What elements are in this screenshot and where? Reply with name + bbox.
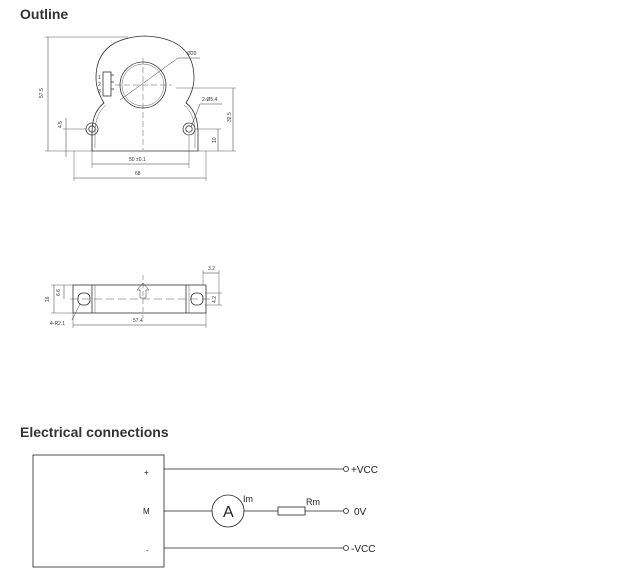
sensor-body-outline [92,36,198,151]
mount-hole-right [183,123,195,135]
electrical-connections-heading: Electrical connections [20,424,169,440]
terminal-0v-label: 0V [354,507,367,518]
terminal-pos-vcc [344,467,349,472]
dim-side-top-right: 3.2 [208,266,215,272]
terminal-pos-vcc-label: +VCC [351,465,378,476]
pin-plus-label: + [144,468,149,477]
pin-label-3: 3 [98,89,101,95]
dim-side-right-small: 4.2 [212,296,218,303]
pin-minus-label: - [146,546,149,555]
outline-side-labels [45,266,218,327]
resistor-rm-label: Rm [306,497,320,507]
pin-label-1: 1 [98,75,101,81]
dim-width: 68 [135,171,141,177]
pin-m-label: M [143,507,150,516]
terminal-neg-vcc [344,546,349,551]
dim-side-length: 57.4 [133,318,143,324]
dim-side-left-inner: 6.6 [56,289,62,296]
terminal-0v [344,509,349,514]
dim-height-total: 57.5 [39,88,45,98]
dim-height-10: 10 [212,137,218,143]
dim-mount-holes: 2-Ø5.4 [202,97,218,103]
dim-aperture-diameter: Ø20 [187,51,197,57]
resistor-rm [278,507,305,515]
pin-label-2: 2 [98,82,101,88]
dim-side-left-outer: 16 [45,296,51,302]
outline-heading: Outline [20,6,69,22]
outline-top-labels [39,51,233,177]
terminal-neg-vcc-label: -VCC [351,544,376,555]
dim-height-right: 32.5 [227,112,233,122]
dim-height-low: 4.5 [58,121,64,128]
dim-hole-pitch: 50 ±0.1 [129,157,146,163]
pin-connector [103,72,111,96]
ammeter-label: A [223,504,234,521]
dim-side-slot: 4-R2.1 [50,321,66,327]
circuit-labels [143,465,378,555]
circuit-diagram [33,455,349,567]
current-im-label: Im [243,494,253,504]
